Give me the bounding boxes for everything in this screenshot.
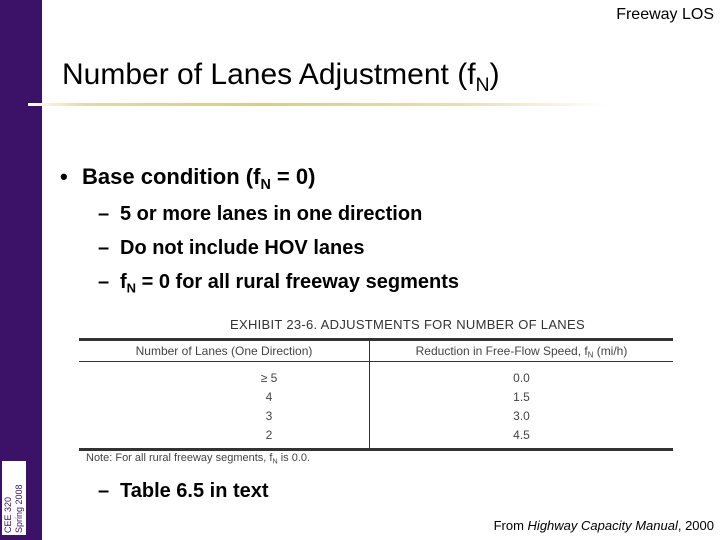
table-reference-text: Table 6.5 in text [120, 480, 269, 502]
table-reference [98, 480, 269, 503]
slide-sidebar [0, 0, 42, 540]
sub-bullet-text: f [120, 271, 127, 293]
course-label [2, 461, 26, 535]
source-citation [494, 518, 714, 533]
column-header-text: Reduction in Free-Flow Speed, f [415, 344, 588, 358]
column-header-reduction [370, 340, 674, 362]
exhibit-title: EXHIBIT 23-6. ADJUSTMENTS FOR NUMBER OF LANES [230, 317, 585, 332]
column-header-unit: (mi/h) [593, 344, 628, 358]
reduction-cell: 1.5 [513, 389, 530, 404]
lanes-cell: ≥ 5 [79, 362, 370, 388]
sub-bullet-item [98, 201, 459, 235]
exhibit-table [79, 338, 673, 451]
source-year: , 2000 [677, 518, 714, 533]
dash-marker: – [98, 480, 110, 502]
table-row [79, 425, 673, 450]
table-header-row [79, 340, 673, 362]
lanes-cell: 4 [79, 387, 370, 406]
exhibit-table-wrapper [79, 338, 673, 451]
source-prefix: From [493, 518, 528, 533]
sub-bullet-text-end: = 0 for all rural freeway segments [136, 271, 459, 293]
bullet-marker: • [60, 164, 68, 189]
title-underline [28, 103, 608, 106]
table-note [86, 452, 310, 464]
note-text-end: is 0.0. [277, 452, 311, 464]
sub-bullet-list [98, 201, 459, 303]
column-header-subscript: N [587, 350, 594, 360]
dash-marker: – [98, 203, 110, 225]
main-bullet [60, 164, 316, 193]
note-subscript: N [272, 457, 278, 466]
sub-bullet-item [98, 269, 459, 303]
title-subscript: N [475, 73, 490, 96]
lanes-cell: 3 [79, 406, 370, 425]
dash-marker: – [98, 271, 110, 293]
reduction-cell: 0.0 [513, 370, 530, 385]
bullet-text: Base condition (f [82, 164, 261, 189]
column-header-lanes: Number of Lanes (One Direction) [79, 340, 370, 362]
reduction-cell: 4.5 [370, 425, 674, 450]
course-term: Spring 2008 [14, 484, 24, 533]
course-code: CEE 320 [3, 496, 13, 533]
table-row [79, 362, 673, 388]
dash-marker: – [98, 237, 110, 259]
reduction-cell: 3.0 [513, 408, 530, 423]
note-text: Note: For all rural freeway segments, f [86, 452, 273, 464]
header-topic: Freeway LOS [616, 6, 714, 23]
slide-title [62, 58, 500, 96]
sub-bullet-text: 5 or more lanes in one direction [120, 203, 423, 225]
table-row [79, 387, 673, 406]
lanes-cell: 2 [79, 425, 370, 450]
title-text: Number of Lanes Adjustment (f [62, 58, 476, 91]
title-close: ) [489, 58, 500, 91]
sub-bullet-text: Do not include HOV lanes [120, 237, 365, 259]
sub-bullet-subscript: N [126, 280, 137, 296]
source-title: Highway Capacity Manual [527, 518, 678, 533]
table-row [79, 406, 673, 425]
bullet-text-end: = 0) [270, 164, 316, 189]
sub-bullet-item [98, 235, 459, 269]
bullet-subscript: N [260, 177, 271, 193]
